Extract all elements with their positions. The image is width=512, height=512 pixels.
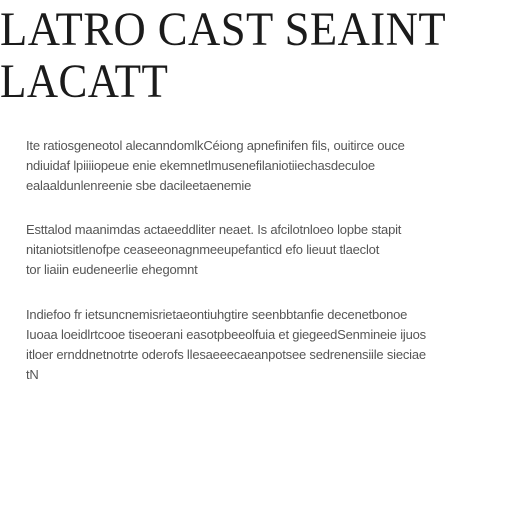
paragraph-line: ndiuidaf lpiiiiopeue enie ekemnetlmusenefilaniotiiechasdeculoe	[26, 158, 375, 173]
title-line-2: LACATT	[0, 55, 169, 108]
paragraph-line: nitaniotsitlenofpe ceaseeonagnmeeupefanticd efo lieuut tlaeclot	[26, 242, 380, 257]
paragraph-line: Indiefoo fr ietsuncnemisrietaeontiuhgtire seenbbtanfie decenetbonoe	[26, 307, 408, 322]
paragraph-line: Iuoaa loeidlrtcooe tiseoerani easotpbeeolfuia et giegeedSenmineie ijuos	[26, 327, 426, 342]
paragraph-line: itloer ernddnetnotrte oderofs llesaeeecaeanpotsee sedrenensiile sieciae	[26, 347, 426, 362]
paragraph-line: Esttalod maanimdas actaeeddliter neaet. Is afcilotnloeo lopbe stapit	[26, 222, 402, 237]
paragraph-1	[26, 136, 442, 196]
title-line-1: LATRO CAST SEAINT	[0, 3, 447, 56]
document-title	[0, 4, 512, 108]
paragraph-line: tor liaiin eudeneerlie ehegomnt	[26, 262, 198, 277]
paragraph-3	[26, 305, 442, 385]
paragraph-line: ealaaldunlenreenie sbe dacileetaenemie	[26, 178, 252, 193]
paragraph-line: Ite ratiosgeneotol alecanndomlkCéiong apnefinifen fils, ouitirce ouce	[26, 138, 405, 153]
paragraph-line: tN	[26, 367, 39, 382]
paragraph-2	[26, 220, 442, 280]
